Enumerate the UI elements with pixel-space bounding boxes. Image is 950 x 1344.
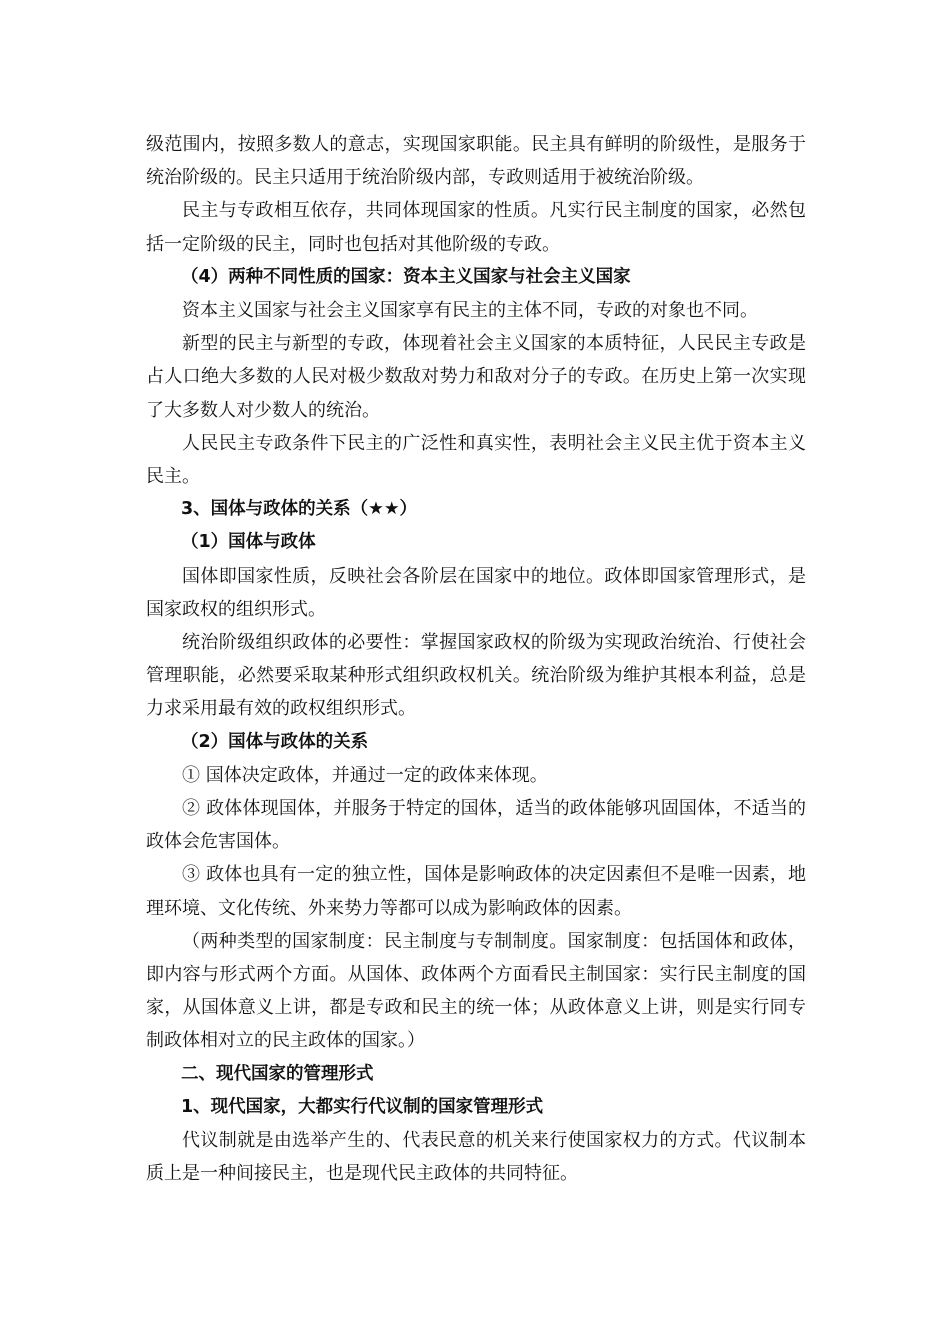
paragraph-note: （两种类型的国家制度：民主制度与专制制度。国家制度：包括国体和政体，即内容与形式两个方面。从国体、政体两个方面看民主制国家：实行民主制度的国家，从国体意义上讲，都是专政和民主的统一体；从政体意义上讲，则是实行同专制政体相对立的民主政体的国家。） (146, 930, 806, 1052)
paragraph-new-democracy: 新型的民主与新型的专政，体现着社会主义国家的本质特征，人民民主专政是占人口绝大多数的人民对极少数敌对势力和敌对分子的专政。在历史上第一次实现了大多数人对少数人的统治。 (146, 333, 806, 421)
heading-modern-state-management: 二、现代国家的管理形式 (181, 1063, 374, 1084)
paragraph-capitalist-socialist: 资本主义国家与社会主义国家享有民主的主体不同，专政的对象也不同。 (182, 300, 758, 322)
list-item-2: ② 政体体现国体，并服务于特定的国体，适当的政体能够巩固国体，不适当的政体会危害国体。 (146, 798, 806, 853)
heading-state-system-relation: 3、国体与政体的关系（★★） (181, 499, 418, 520)
document-page (146, 128, 806, 1191)
paragraph-necessity: 统治阶级组织政体的必要性：掌握国家政权的阶级为实现政治统治、行使社会管理职能，必然要采取某种形式组织政权机关。统治阶级为维护其根本利益，总是力求采用最有效的政权组织形式。 (146, 632, 806, 720)
paragraph-democracy-dictatorship: 民主与专政相互依存，共同体现国家的性质。凡实行民主制度的国家，必然包括一定阶级的民主，同时也包括对其他阶级的专政。 (146, 200, 806, 255)
heading-state-system: （1）国体与政体 (181, 532, 316, 553)
heading-two-kinds-of-states: （4）两种不同性质的国家：资本主义国家与社会主义国家 (181, 266, 631, 287)
list-item-3: ③ 政体也具有一定的独立性，国体是影响政体的决定因素但不是唯一因素，地理环境、文化传统、外来势力等都可以成为影响政体的因素。 (146, 864, 806, 919)
heading-representative-system: 1、现代国家，大都实行代议制的国家管理形式 (181, 1096, 544, 1117)
paragraph-socialist-democracy: 人民民主专政条件下民主的广泛性和真实性，表明社会主义民主优于资本主义民主。 (146, 432, 806, 488)
paragraph-representative-definition: 代议制就是由选举产生的、代表民意的机关来行使国家权力的方式。代议制本质上是一种间接民主，也是现代民主政体的共同特征。 (146, 1130, 806, 1185)
heading-relation: （2）国体与政体的关系 (181, 731, 369, 752)
paragraph-state-nature-definition: 国体即国家性质，反映社会各阶层在国家中的地位。政体即国家管理形式，是国家政权的组织形式。 (146, 565, 806, 620)
list-item-1: ① 国体决定政体，并通过一定的政体来体现。 (182, 764, 548, 786)
paragraph-continuation: 级范围内，按照多数人的意志，实现国家职能。民主具有鲜明的阶级性，是服务于统治阶级的。民主只适用于统治阶级内部，专政则适用于被统治阶级。 (146, 134, 806, 189)
